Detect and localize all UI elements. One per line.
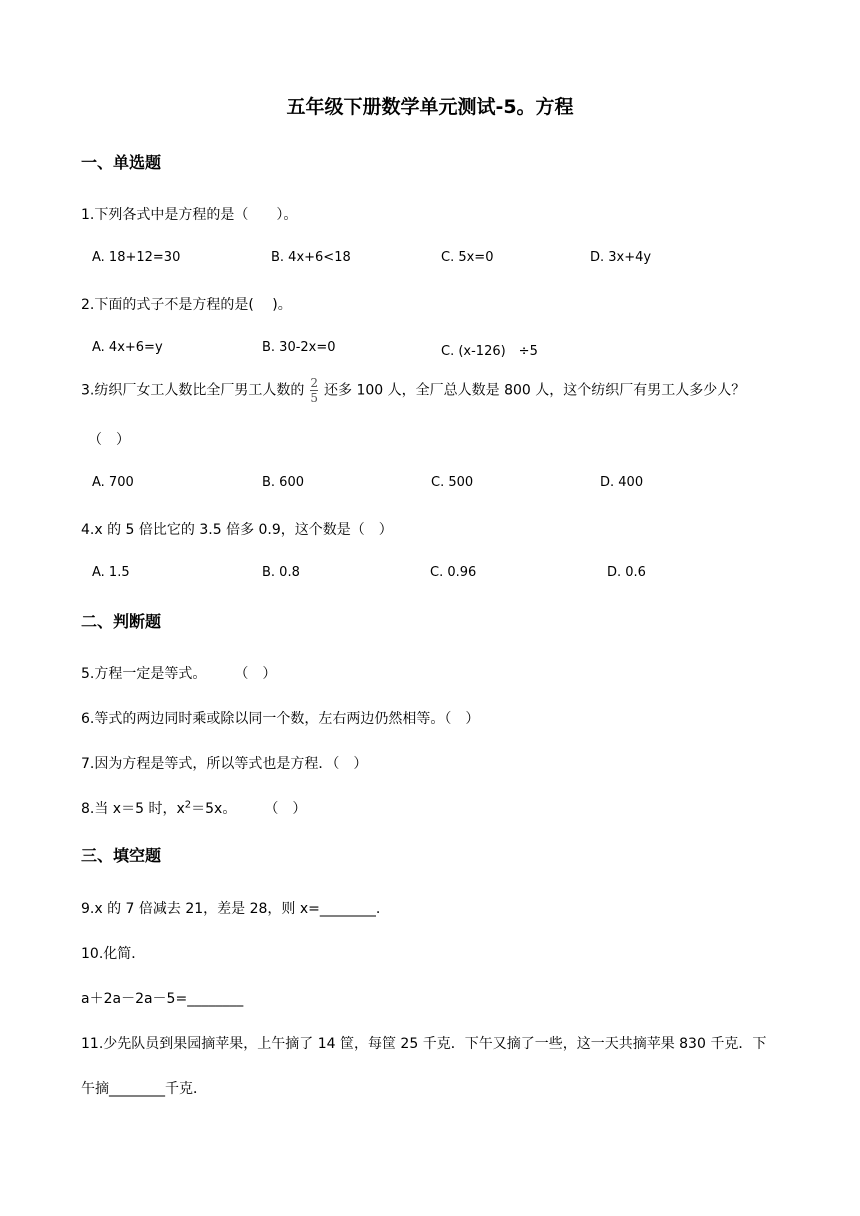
section-heading-fill-blank: 三、填空题 — [81, 846, 162, 865]
question-3-stem-start: 3.纺织厂女工人数比全厂男工人数的 — [81, 382, 305, 399]
question-10-expression: a＋2a－2a－5=________ — [81, 991, 244, 1007]
question-2-option-c: C. (x-126) ÷5 — [441, 344, 538, 359]
question-4-option-d: D. 0.6 — [607, 565, 646, 580]
question-4-option-b: B. 0.8 — [262, 565, 300, 580]
question-11-line-1: 11.少先队员到果园摘苹果，上午摘了 14 筐，每筐 25 千克．下午又摘了一些，这一天共摘苹果 830 千克．下 — [81, 1036, 767, 1052]
question-8 — [81, 798, 306, 818]
page-title: 五年级下册数学单元测试-5。方程 — [286, 96, 574, 118]
question-4-option-c: C. 0.96 — [430, 565, 477, 580]
question-1-option-d: D. 3x+4y — [590, 250, 652, 265]
question-3-option-c: C. 500 — [431, 475, 474, 490]
fraction-denominator: 5 — [310, 391, 318, 405]
question-2-option-a: A. 4x+6=y — [92, 340, 163, 355]
question-8-exponent: 2 — [184, 799, 192, 811]
question-3-option-d: D. 400 — [600, 475, 644, 490]
question-3-answer-bracket: （ ） — [88, 432, 130, 448]
question-9: 9.x 的 7 倍减去 21，差是 28，则 x=________. — [81, 901, 381, 917]
question-3-option-b: B. 600 — [262, 475, 304, 490]
question-3-stem — [81, 377, 745, 404]
question-10: 10.化简． — [81, 946, 146, 962]
question-11-line-2: 午摘________千克． — [81, 1081, 207, 1097]
question-2-stem: 2.下面的式子不是方程的是( )。 — [81, 297, 292, 313]
question-1-option-b: B. 4x+6<18 — [271, 250, 351, 265]
question-2-option-b: B. 30-2x=0 — [262, 340, 336, 355]
question-3-stem-end: 还多 100 人，全厂总人数是 800 人，这个纺织厂有男工人多少人？ — [324, 382, 746, 399]
section-heading-true-false: 二、判断题 — [81, 612, 162, 631]
question-3-option-a: A. 700 — [92, 475, 134, 490]
question-4-stem: 4.x 的 5 倍比它的 3.5 倍多 0.9，这个数是（ ） — [81, 522, 393, 538]
question-8-start: 8.当 x＝5 时，x — [81, 801, 185, 817]
question-1-stem: 1.下列各式中是方程的是（ ）。 — [81, 207, 298, 223]
fraction-numerator: 2 — [310, 376, 318, 390]
question-4-option-a: A. 1.5 — [92, 565, 130, 580]
question-8-end: ＝5x。 （ ） — [191, 801, 307, 817]
question-5: 5.方程一定是等式。 （ ） — [81, 666, 277, 682]
question-6: 6.等式的两边同时乘或除以同一个数，左右两边仍然相等。（ ） — [81, 711, 480, 727]
question-7: 7.因为方程是等式，所以等式也是方程．（ ） — [81, 756, 368, 772]
question-1-option-c: C. 5x=0 — [441, 250, 494, 265]
fraction-two-fifths — [310, 377, 318, 404]
section-heading-single-choice: 一、单选题 — [81, 153, 162, 172]
question-1-option-a: A. 18+12=30 — [92, 250, 181, 265]
